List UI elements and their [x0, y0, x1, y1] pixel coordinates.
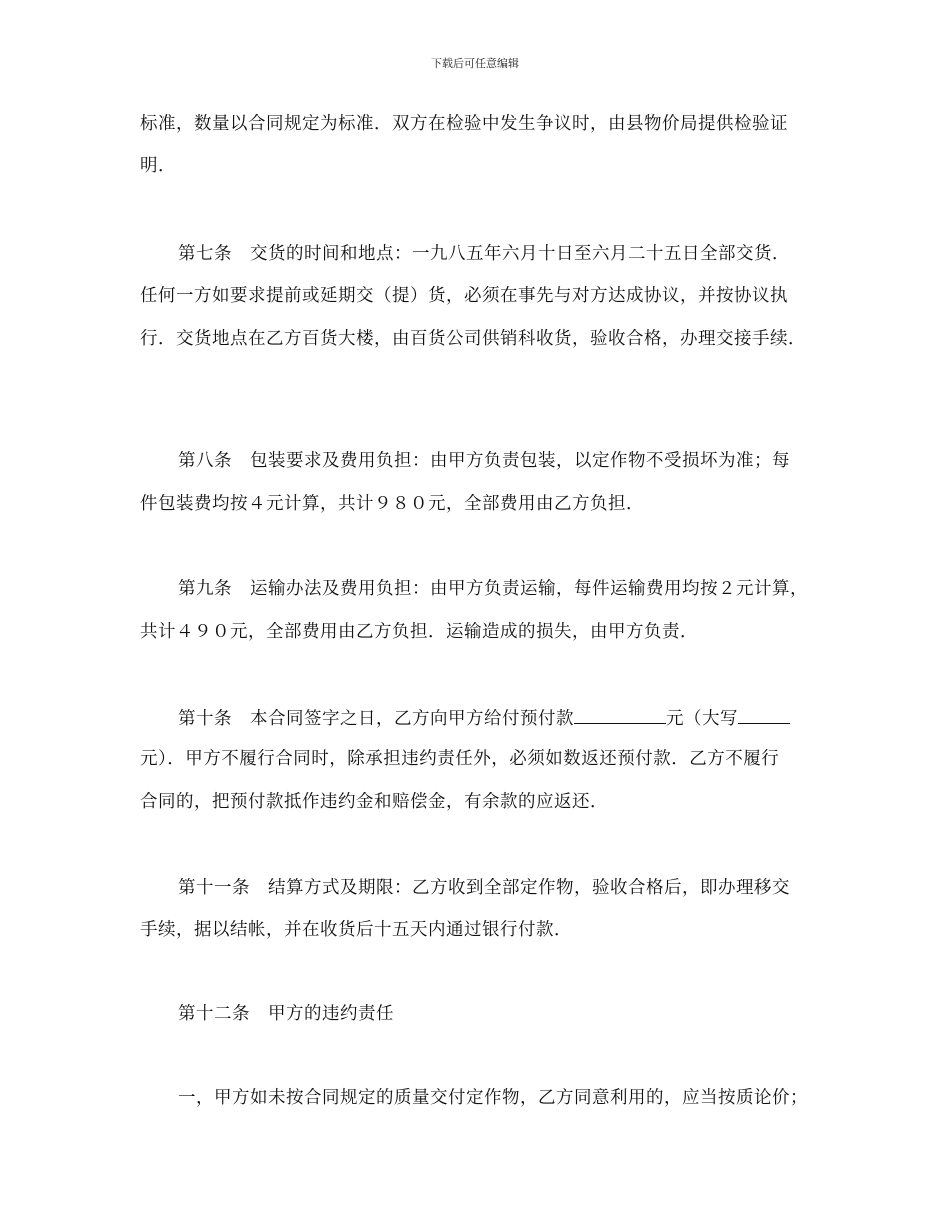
paragraph-line: 共计４９０元，全部费用由乙方负担．运输造成的损失，由甲方负责． — [140, 622, 698, 642]
paragraph-line: 明． — [140, 156, 176, 176]
paragraph-line: 行．交货地点在乙方百货大楼，由百货公司供销科收货，验收合格，办理交接手续． — [140, 329, 806, 349]
paragraph-line: 标准，数量以合同规定为标准．双方在检验中发生争议时，由县物价局提供检验证 — [140, 114, 788, 134]
article-9-heading: 第九条 运输办法及费用负担：由甲方负责运输，每件运输费用均按２元计算， — [178, 579, 808, 599]
article-8-heading: 第八条 包装要求及费用负担：由甲方负责包装，以定作物不受损坏为准；每 — [178, 451, 790, 471]
paragraph-line: 合同的，把预付款抵作违约金和赔偿金，有余款的应返还． — [140, 792, 608, 812]
paragraph-line: 手续，据以结帐，并在收货后十五天内通过银行付款． — [140, 920, 572, 940]
article-10-text-1: 第十条 本合同签字之日，乙方向甲方给付预付款 — [178, 709, 574, 729]
paragraph-line: 元）．甲方不履行合同时，除承担违约责任外，必须如数返还预付款．乙方不履行 — [140, 749, 780, 769]
prepayment-amount-blank — [574, 706, 666, 724]
article-10-text-2: 元（大写 — [666, 709, 738, 729]
paragraph-line: 件包装费均按４元计算，共计９８０元，全部费用由乙方负担． — [140, 494, 644, 514]
article-7-heading: 第七条 交货的时间和地点：一九八五年六月十日至六月二十五日全部交货． — [178, 244, 790, 264]
paragraph-line: 任何一方如要求提前或延期交（提）货，必须在事先与对方达成协议，并按协议执 — [140, 286, 788, 306]
article-10-heading — [178, 706, 858, 730]
article-11-heading: 第十一条 结算方式及期限：乙方收到全部定作物，验收合格后，即办理移交 — [178, 878, 790, 898]
article-12-heading: 第十二条 甲方的违约责任 — [178, 1004, 394, 1024]
prepayment-amount-capital-blank — [738, 706, 790, 724]
paragraph-line: 一，甲方如未按合同规定的质量交付定作物，乙方同意利用的，应当按质论价； — [178, 1088, 808, 1108]
page-header: 下载后可任意编辑 — [431, 57, 519, 70]
